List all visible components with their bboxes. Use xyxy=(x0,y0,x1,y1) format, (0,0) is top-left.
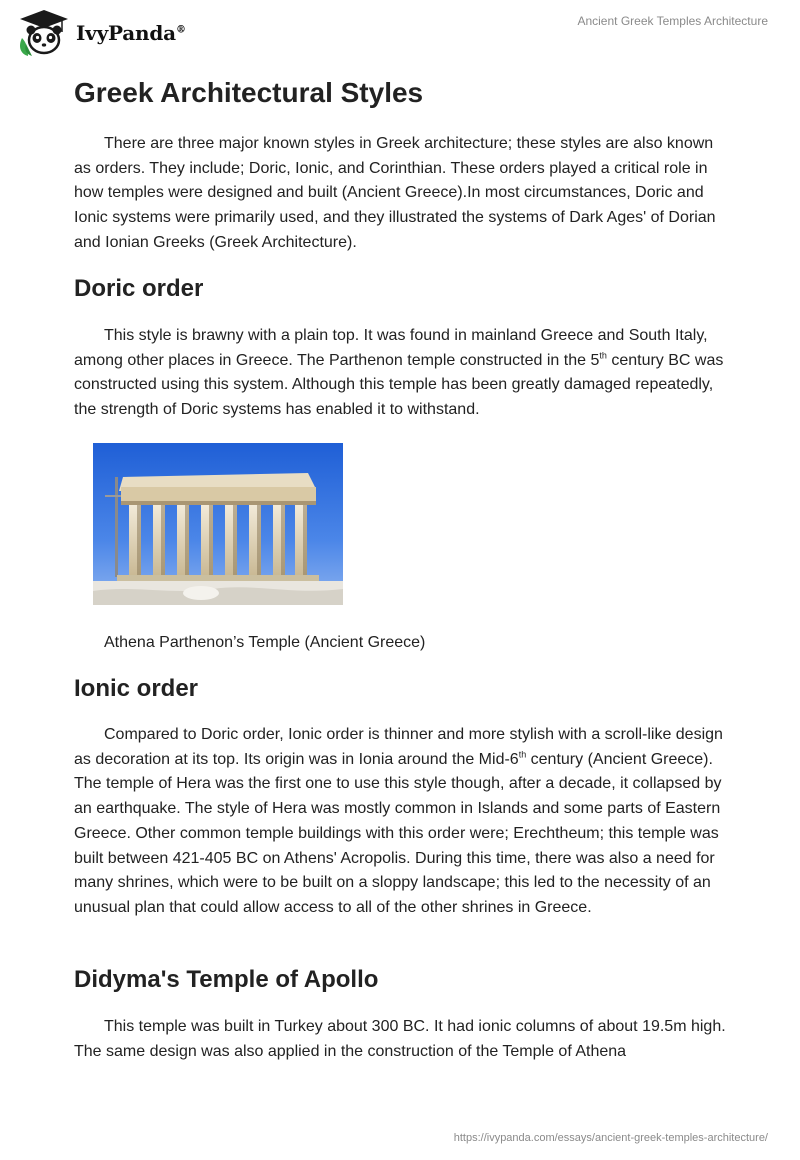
paragraph-doric: This style is brawny with a plain top. It was found in mainland Greece and South Italy, among other places in Greece. The Parthenon temple constructed in the 5th century BC was constructed using this system. Although this temple has been greatly damaged repeatedly, the strength of Doric systems has enabled it to withstand. xyxy=(74,327,724,419)
panda-graduate-icon xyxy=(16,8,72,58)
parthenon-photo xyxy=(93,443,343,605)
photo-caption: Athena Parthenon’s Temple (Ancient Greece) xyxy=(104,634,426,651)
paragraph-didyma: This temple was built in Turkey about 300 BC. It had ionic columns of about 19.5m high. The same design was also applied in the construction of the Temple of Athena xyxy=(74,1018,726,1060)
paragraph-ionic: Compared to Doric order, Ionic order is thinner and more stylish with a scroll-like design as decoration at its top. Its origin was in Ionia around the Mid-6th century (Ancient Greece). The temple of Hera was the first one to use this style though, after a decade, it collapsed by an earthquake. The style of Hera was mostly common in Islands and some parts of Eastern Greece. Other common temple buildings with this order were; Erechtheum; this temple was built between 421-405 BC on Athens' Acropolis. During this time, there was also a need for many shrines, which were to be built on a sloppy landscape; this led to the necessity of an unusual plan that could allow access to all of the other shrines in Greece. xyxy=(74,726,723,916)
section-heading-greek-styles: Greek Architectural Styles xyxy=(74,77,424,108)
ivypanda-logo[interactable] xyxy=(16,8,186,58)
document-title: Ancient Greek Temples Architecture xyxy=(577,14,768,28)
section-heading-didyma: Didyma's Temple of Apollo xyxy=(74,966,379,993)
paragraph-greek-styles: There are three major known styles in Greek architecture; these styles are also known as orders. They include; Doric, Ionic, and Corinthian. These orders played a critical role in how temples were designed and built (Ancient Greece).In most circumstances, Doric and Ionic systems were primarily used, and they illustrated the systems of Dark Ages' of Dorian and Ionian Greeks (Greek Architecture). xyxy=(74,135,716,251)
section-heading-ionic: Ionic order xyxy=(74,675,199,702)
parthenon-image xyxy=(93,443,343,605)
source-url[interactable]: https://ivypanda.com/essays/ancient-greek-temples-architecture/ xyxy=(453,1132,768,1144)
page-header xyxy=(0,0,800,70)
logo-text: IvyPanda® xyxy=(76,21,186,45)
section-heading-doric: Doric order xyxy=(74,275,204,302)
